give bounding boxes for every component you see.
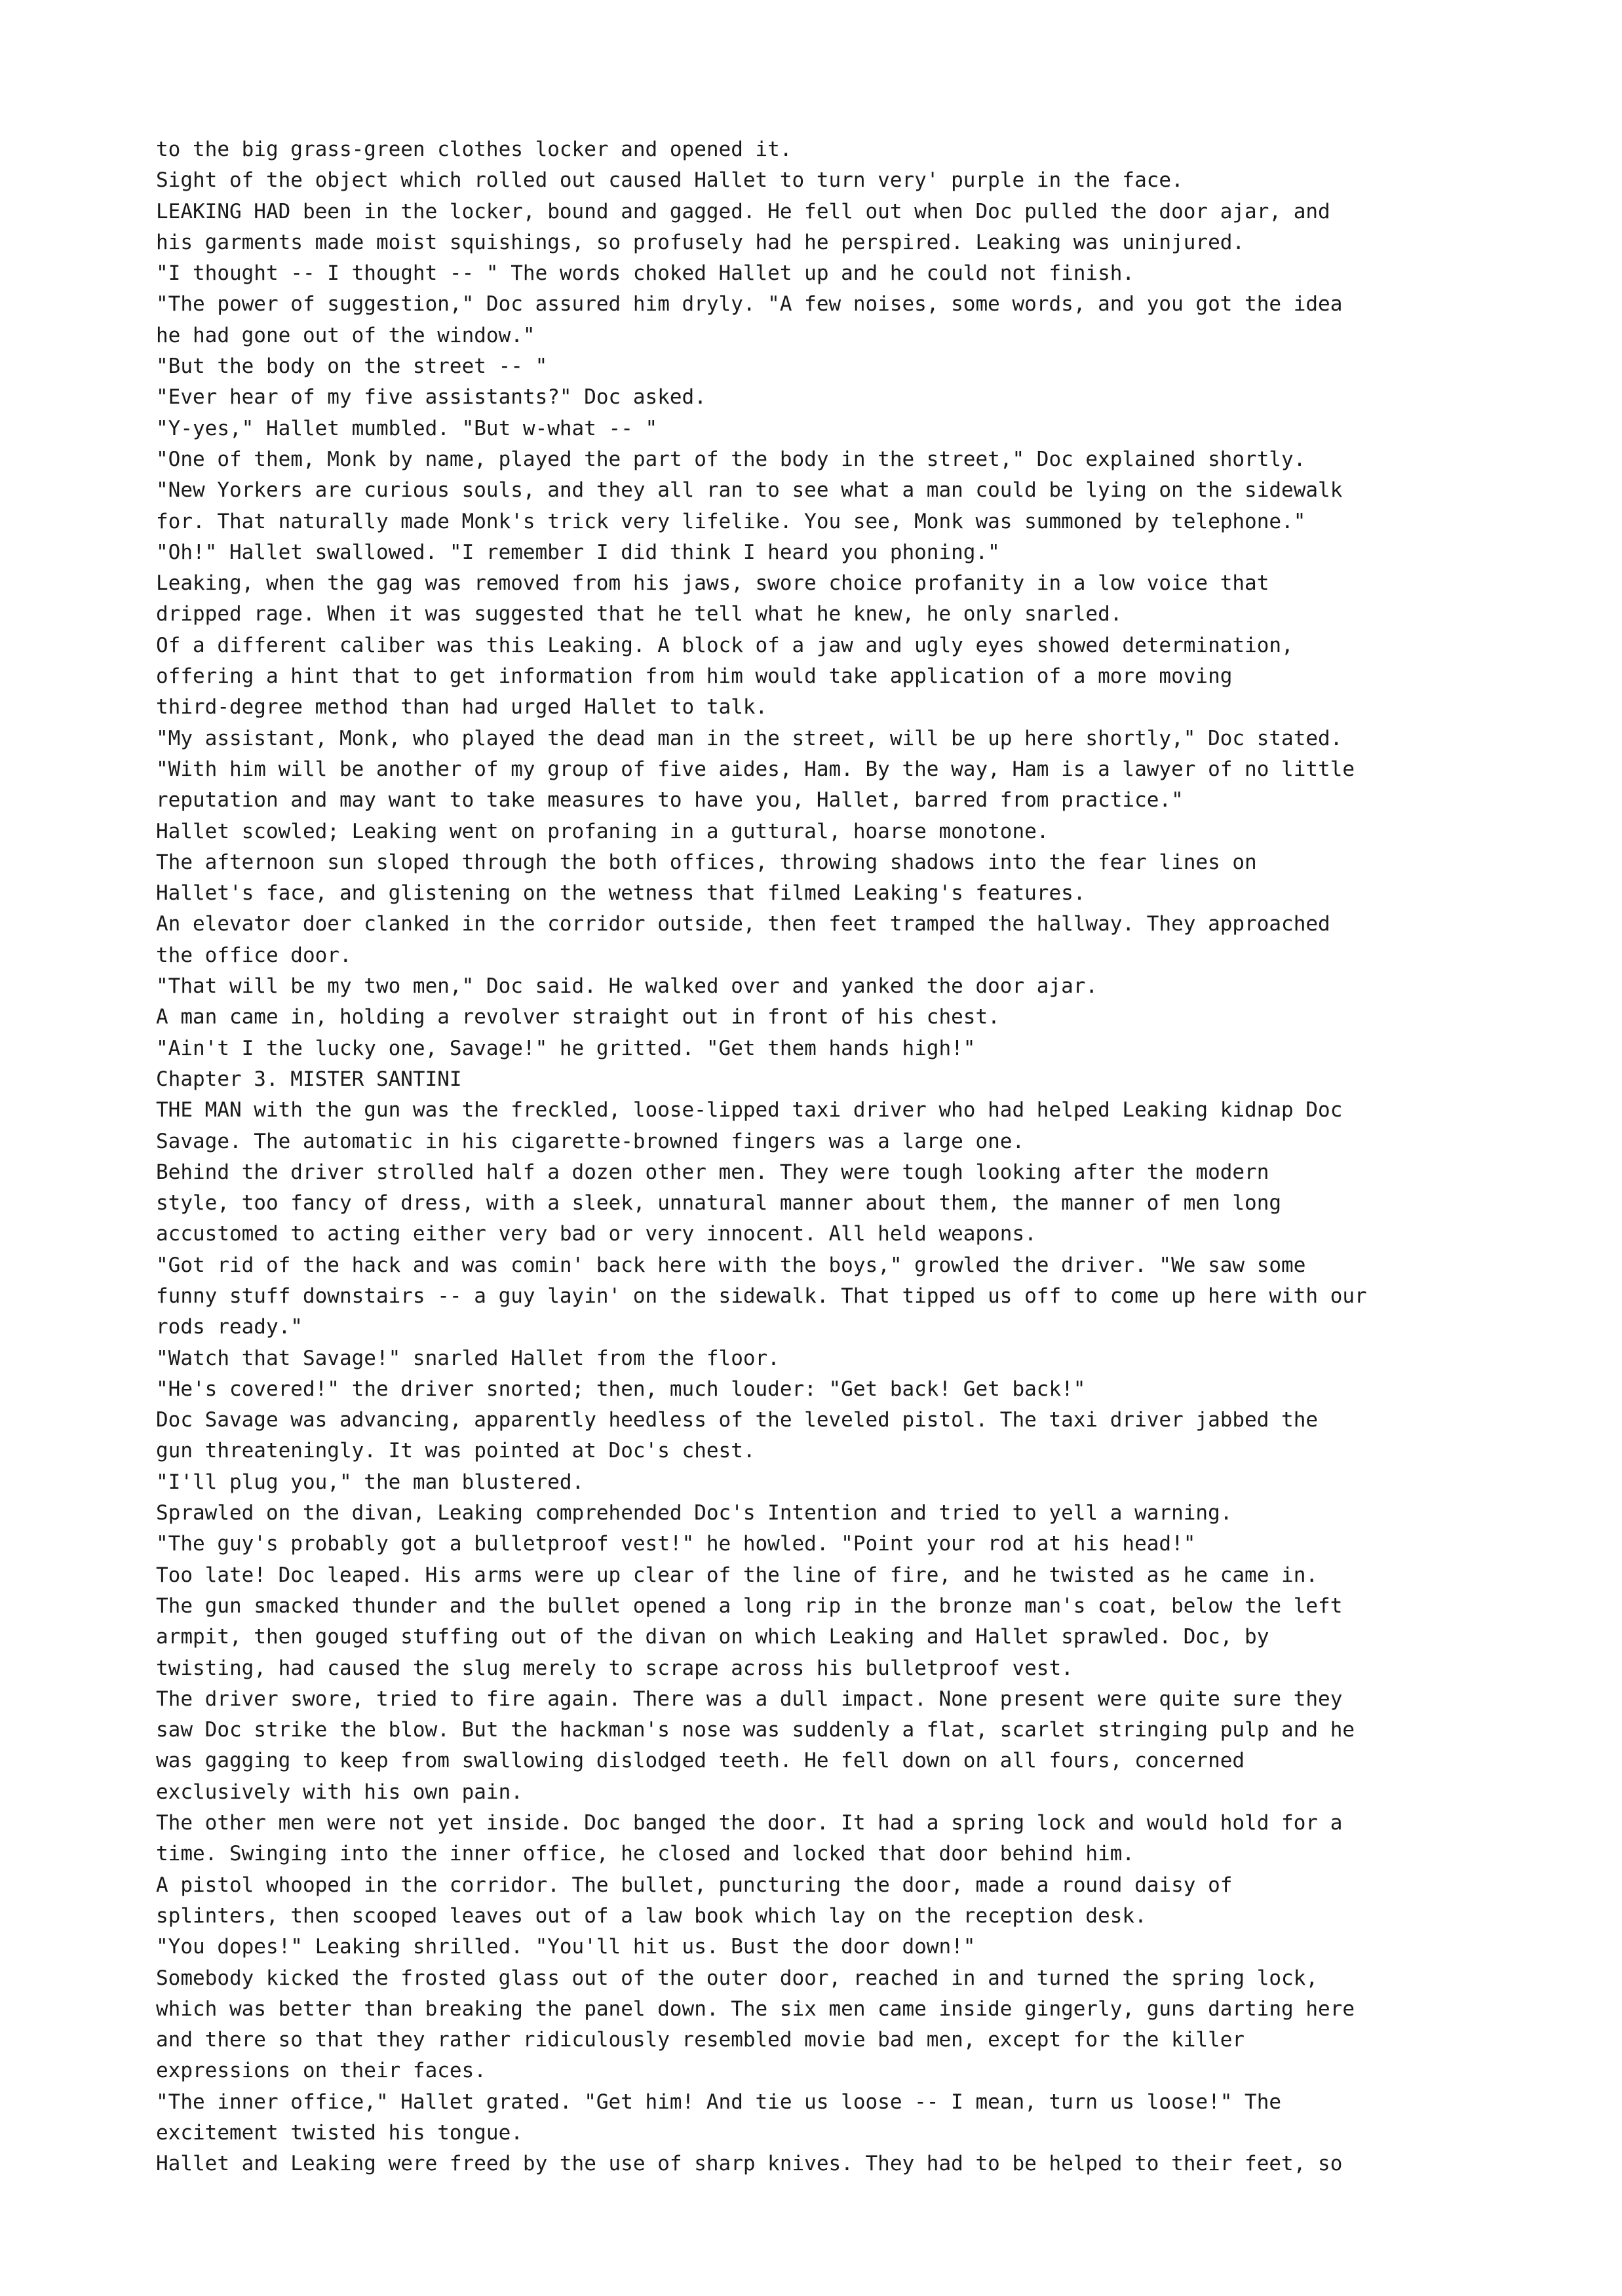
- text-line: "New Yorkers are curious souls, and they all ran to see what a man could be lying on the sidewalk: [156, 478, 1343, 503]
- text-line: Too late! Doc leaped. His arms were up clear of the line of fire, and he twisted as he came in.: [156, 1563, 1319, 1587]
- text-line: "Ain't I the lucky one, Savage!" he gritted. "Get them hands high!": [156, 1036, 976, 1060]
- text-line: "You dopes!" Leaking shrilled. "You'll hit us. Bust the door down!": [156, 1935, 976, 1959]
- text-line: "Got rid of the hack and was comin' back here with the boys," growled the driver. "We saw some: [156, 1253, 1306, 1277]
- text-line: Hallet scowled; Leaking went on profaning in a guttural, hoarse monotone.: [156, 819, 1049, 843]
- text-line: "Y-yes," Hallet mumbled. "But w-what -- ": [156, 416, 658, 440]
- text-line: Hallet and Leaking were freed by the use of sharp knives. They had to be helped to their feet, so: [156, 2152, 1343, 2176]
- text-line: funny stuff downstairs -- a guy layin' on the sidewalk. That tipped us off to come up here with our: [156, 1284, 1367, 1308]
- text-line: Hallet's face, and glistening on the wetness that filmed Leaking's features.: [156, 881, 1086, 906]
- text-line: "That will be my two men," Doc said. He walked over and yanked the door ajar.: [156, 974, 1098, 999]
- text-line: splinters, then scooped leaves out of a law book which lay on the reception desk.: [156, 1904, 1147, 1928]
- text-line: "Ever hear of my five assistants?" Doc asked.: [156, 385, 706, 410]
- text-line: exclusively with his own pain.: [156, 1780, 523, 1804]
- text-line: "The inner office," Hallet grated. "Get him! And tie us loose -- I mean, turn us loose!" The: [156, 2090, 1282, 2114]
- text-line: Doc Savage was advancing, apparently heedless of the leveled pistol. The taxi driver jabbed the: [156, 1408, 1319, 1432]
- text-line: "Oh!" Hallet swallowed. "I remember I did think I heard you phoning.": [156, 540, 1000, 564]
- text-line: "I'll plug you," the man blustered.: [156, 1470, 585, 1494]
- text-line: Of a different caliber was this Leaking. A block of a jaw and ugly eyes showed determination,: [156, 633, 1294, 657]
- text-line: "I thought -- I thought -- " The words choked Hallet up and he could not finish.: [156, 261, 1135, 286]
- text-line: excitement twisted his tongue.: [156, 2121, 523, 2145]
- text-line: accustomed to acting either very bad or very innocent. All held weapons.: [156, 1222, 1037, 1246]
- text-line: "Watch that Savage!" snarled Hallet from the floor.: [156, 1346, 780, 1370]
- text-line: style, too fancy of dress, with a sleek, unnatural manner about them, the manner of men long: [156, 1191, 1282, 1215]
- text-line: A pistol whooped in the corridor. The bullet, puncturing the door, made a round daisy of: [156, 1873, 1233, 1897]
- text-line: "But the body on the street -- ": [156, 354, 548, 379]
- text-line: "The power of suggestion," Doc assured him dryly. "A few noises, some words, and you got the idea: [156, 292, 1343, 316]
- text-line: to the big grass-green clothes locker and opened it.: [156, 138, 792, 161]
- text-line: A man came in, holding a revolver straight out in front of his chest.: [156, 1005, 1000, 1029]
- text-line: Sprawled on the divan, Leaking comprehended Doc's Intention and tried to yell a warning.: [156, 1501, 1233, 1525]
- text-line: for. That naturally made Monk's trick very lifelike. You see, Monk was summoned by telephone.": [156, 509, 1306, 533]
- text-line: saw Doc strike the blow. But the hackman's nose was suddenly a flat, scarlet stringing pulp and he: [156, 1718, 1355, 1742]
- text-line: offering a hint that to get information from him would take application of a more moving: [156, 664, 1233, 689]
- text-line: third-degree method than had urged Hallet to talk.: [156, 695, 768, 719]
- text-line: "My assistant, Monk, who played the dead man in the street, will be up here shortly," Doc stated.: [156, 726, 1343, 750]
- text-line: time. Swinging into the inner office, he closed and locked that door behind him.: [156, 1842, 1135, 1866]
- text-line: "He's covered!" the driver snorted; then, much louder: "Get back! Get back!": [156, 1377, 1086, 1401]
- text-line: which was better than breaking the panel down. The six men came inside gingerly, guns darting here: [156, 1997, 1355, 2021]
- text-line: "The guy's probably got a bulletproof vest!" he howled. "Point your rod at his head!": [156, 1532, 1196, 1556]
- text-line: Somebody kicked the frosted glass out of the outer door, reached in and turned the spring lock,: [156, 1966, 1319, 1990]
- text-line: expressions on their faces.: [156, 2059, 486, 2083]
- text-line: reputation and may want to take measures to have you, Hallet, barred from practice.": [156, 788, 1184, 813]
- text-line: THE MAN with the gun was the freckled, loose-lipped taxi driver who had helped Leaking kidnap Doc: [156, 1098, 1343, 1122]
- text-line: Leaking, when the gag was removed from his jaws, swore choice profanity in a low voice that: [156, 571, 1269, 596]
- text-line: Savage. The automatic in his cigarette-browned fingers was a large one.: [156, 1129, 1025, 1153]
- text-line: armpit, then gouged stuffing out of the divan on which Leaking and Hallet sprawled. Doc, by: [156, 1625, 1269, 1649]
- text-line: "One of them, Monk by name, played the part of the body in the street," Doc explained shortly.: [156, 447, 1306, 471]
- text-line: "With him will be another of my group of five aides, Ham. By the way, Ham is a lawyer of no little: [156, 757, 1355, 781]
- text-line: his garments made moist squishings, so profusely had he perspired. Leaking was uninjured.: [156, 230, 1245, 254]
- document-page: [156, 134, 1598, 2180]
- text-line: and there so that they rather ridiculously resembled movie bad men, except for the killer: [156, 2028, 1245, 2052]
- text-line: The other men were not yet inside. Doc banged the door. It had a spring lock and would hold for a: [156, 1811, 1343, 1835]
- text-line: An elevator doer clanked in the corridor outside, then feet tramped the hallway. They approached: [156, 912, 1330, 936]
- text-line: The gun smacked thunder and the bullet opened a long rip in the bronze man's coat, below the left: [156, 1594, 1343, 1618]
- text-line: The afternoon sun sloped through the both offices, throwing shadows into the fear lines on: [156, 850, 1257, 874]
- text-line: twisting, had caused the slug merely to scrape across his bulletproof vest.: [156, 1656, 1073, 1680]
- text-line: Sight of the object which rolled out caused Hallet to turn very' purple in the face.: [156, 168, 1184, 193]
- text-line: gun threateningly. It was pointed at Doc's chest.: [156, 1439, 756, 1463]
- text-line: rods ready.": [156, 1315, 303, 1339]
- text-line: The driver swore, tried to fire again. There was a dull impact. None present were quite sure they: [156, 1687, 1343, 1711]
- text-line: Chapter 3. MISTER SANTINI: [156, 1067, 462, 1091]
- text-line: dripped rage. When it was suggested that he tell what he knew, he only snarled.: [156, 602, 1123, 626]
- text-line: LEAKING HAD been in the locker, bound and gagged. He fell out when Doc pulled the door ajar, and: [156, 199, 1330, 223]
- text-line: the office door.: [156, 943, 352, 967]
- text-line: he had gone out of the window.": [156, 323, 535, 347]
- text-line: was gagging to keep from swallowing dislodged teeth. He fell down on all fours, concerned: [156, 1749, 1245, 1773]
- text-line: Behind the driver strolled half a dozen other men. They were tough looking after the modern: [156, 1160, 1269, 1184]
